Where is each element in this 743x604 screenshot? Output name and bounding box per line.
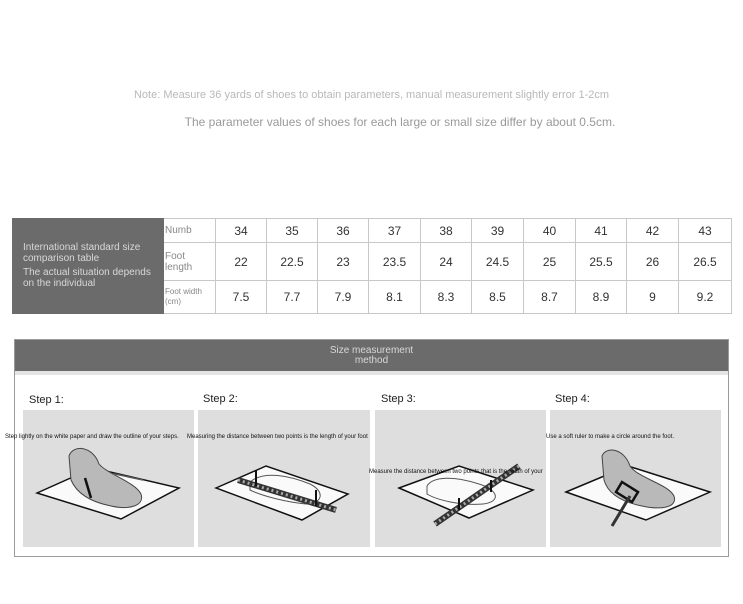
table-cell: 25.5	[576, 243, 627, 281]
note-size-difference: The parameter values of shoes for each large or small size differ by about 0.5cm.	[184, 115, 616, 129]
step-2-label: Step 2:	[203, 393, 238, 405]
method-title: Size measurement method	[15, 340, 728, 371]
table-cell: 25	[524, 243, 576, 281]
table-cell: 22.5	[267, 243, 318, 281]
step-1-label: Step 1:	[29, 394, 64, 406]
divider	[15, 371, 728, 375]
step-3-illustration	[375, 410, 546, 547]
table-cell: 43	[679, 219, 732, 243]
table-row-number	[13, 219, 732, 243]
table-cell: 8.9	[576, 281, 627, 314]
step-2-caption: Measuring the distance between two points is the length of your foot	[187, 434, 368, 440]
table-cell: 23	[318, 243, 369, 281]
table-cell: 24.5	[472, 243, 524, 281]
size-comparison-table	[12, 218, 732, 314]
table-cell: 26	[627, 243, 679, 281]
table-cell: 24	[421, 243, 472, 281]
table-cell: 7.9	[318, 281, 369, 314]
row-header-number: Numb	[164, 219, 216, 243]
table-cell: 39	[472, 219, 524, 243]
table-cell: 36	[318, 219, 369, 243]
table-cell: 38	[421, 219, 472, 243]
step-1-illustration	[23, 410, 194, 547]
table-cell: 7.7	[267, 281, 318, 314]
table-cell: 8.3	[421, 281, 472, 314]
ruler-length-icon	[198, 410, 370, 547]
step-1-caption: Step lightly on the white paper and draw the outline of your steps.	[5, 434, 179, 440]
step-4-label: Step 4:	[555, 393, 590, 405]
note-measurement-error: Note: Measure 36 yards of shoes to obtain parameters, manual measurement slightly error 1-2cm	[133, 89, 610, 101]
table-cell: 42	[627, 219, 679, 243]
table-cell: 40	[524, 219, 576, 243]
table-cell: 41	[576, 219, 627, 243]
step-2-illustration	[198, 410, 370, 547]
table-cell: 8.1	[369, 281, 421, 314]
step-3-caption: Measure the distance between two points that is the width of your	[369, 469, 543, 475]
step-4-illustration	[550, 410, 721, 547]
table-cell: 26.5	[679, 243, 732, 281]
table-caption: International standard size comparison table The actual situation depends on the individual	[13, 219, 164, 314]
table-cell: 8.7	[524, 281, 576, 314]
table-cell: 9.2	[679, 281, 732, 314]
step-3-label: Step 3:	[381, 393, 416, 405]
step-4-caption: Use a soft ruler to make a circle around the foot.	[546, 434, 675, 440]
row-header-foot-width: Foot width (cm)	[164, 281, 216, 314]
table-cell: 23.5	[369, 243, 421, 281]
ruler-width-icon	[375, 410, 546, 547]
table-cell: 8.5	[472, 281, 524, 314]
table-cell: 22	[216, 243, 267, 281]
table-cell: 35	[267, 219, 318, 243]
soft-ruler-foot-icon	[550, 410, 721, 547]
table-cell: 34	[216, 219, 267, 243]
table-cell: 7.5	[216, 281, 267, 314]
foot-on-paper-icon	[23, 410, 194, 547]
table-cell: 9	[627, 281, 679, 314]
table-cell: 37	[369, 219, 421, 243]
row-header-foot-length: Foot length	[164, 243, 216, 281]
